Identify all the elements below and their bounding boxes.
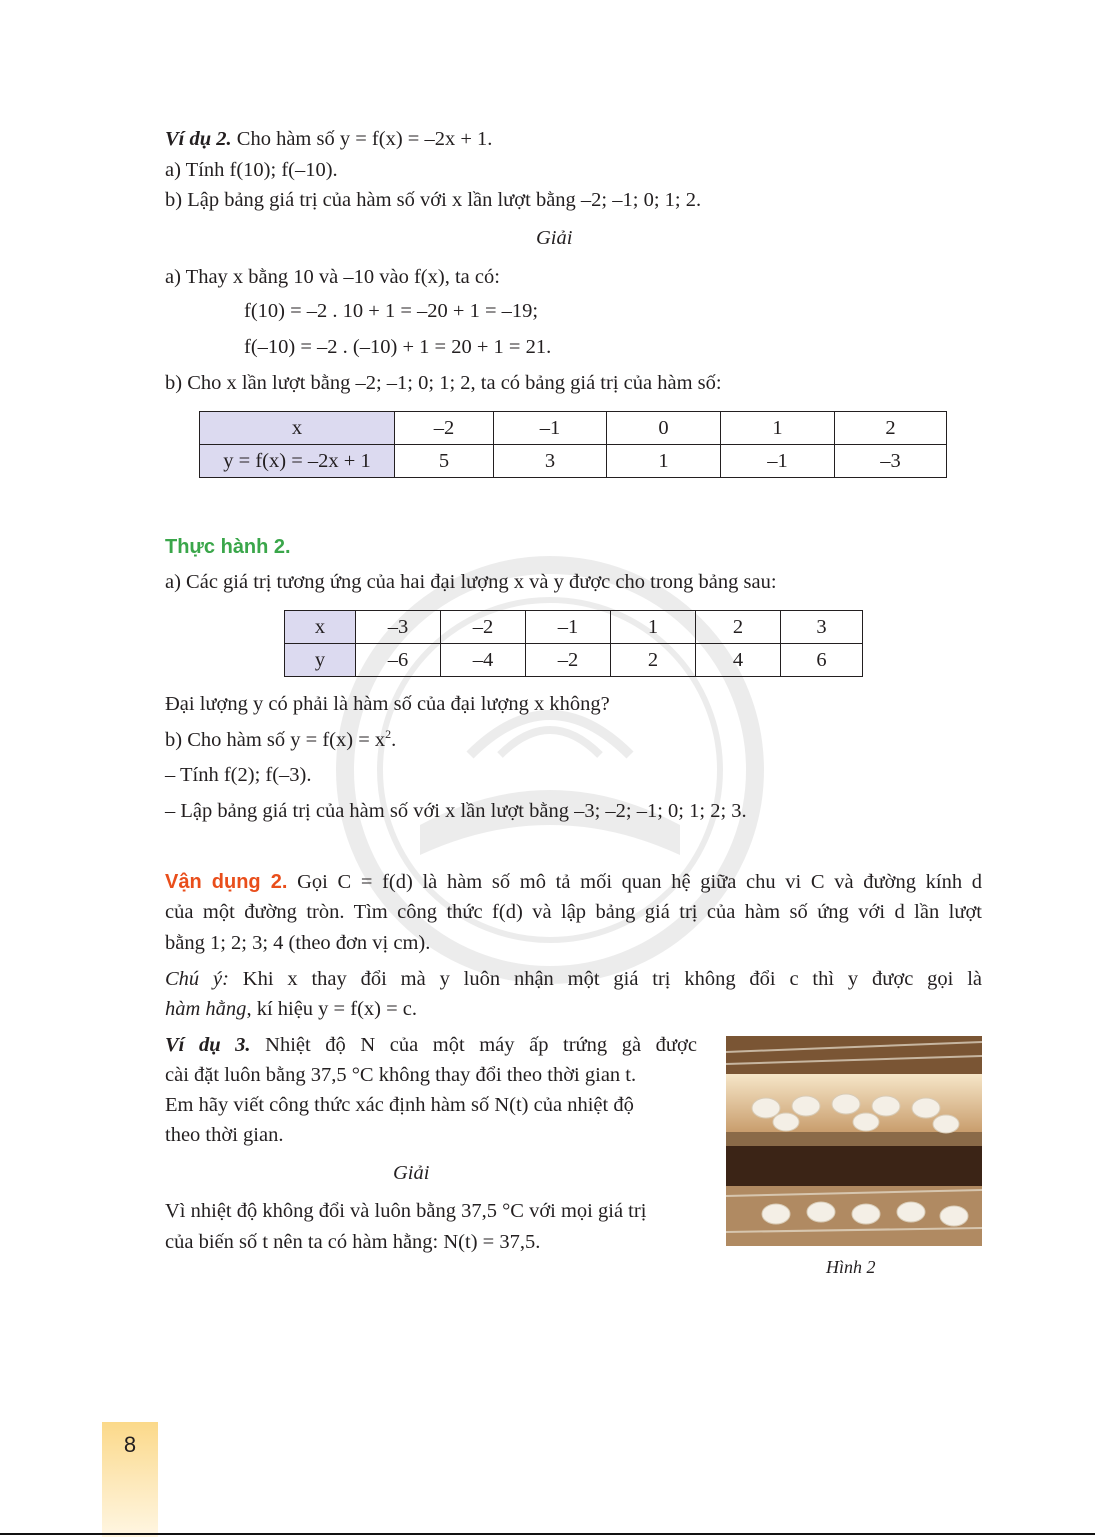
practice2-part-a: a) Các giá trị tương ứng của hai đại lượng x và y được cho trong bảng sau: xyxy=(165,571,777,593)
table-cell: –6 xyxy=(356,644,441,677)
table-cell: 1 xyxy=(721,412,835,445)
note-label: Chú ý: xyxy=(165,968,229,990)
table-header-cell: y = f(x) = –2x + 1 xyxy=(200,445,395,478)
table-header-cell: x xyxy=(200,412,395,445)
table-cell: 2 xyxy=(611,644,696,677)
table-cell: 1 xyxy=(607,445,721,478)
example3-label: Ví dụ 3. xyxy=(165,1034,251,1056)
table-header-cell: x xyxy=(285,611,356,644)
practice2-bullet-2: – Lập bảng giá trị của hàm số với x lần lượt bằng –3; –2; –1; 0; 1; 2; 3. xyxy=(165,800,747,822)
apply2-line-1: Vận dụng 2. Gọi C = f(d) là hàm số mô tả mối quan hệ giữa chu vi C và đường kính d xyxy=(165,871,983,893)
table-cell: –3 xyxy=(835,445,947,478)
table-cell: –1 xyxy=(526,611,611,644)
table-header-cell: y xyxy=(285,644,356,677)
table-row xyxy=(285,611,863,644)
table-cell: –1 xyxy=(721,445,835,478)
example2-solution-heading: Giải xyxy=(536,227,573,249)
page-number-tab xyxy=(102,1422,158,1537)
table-cell: –2 xyxy=(526,644,611,677)
example3-line-4: theo thời gian. xyxy=(165,1124,284,1146)
table-cell: 1 xyxy=(611,611,696,644)
table-cell: 3 xyxy=(494,445,607,478)
example3-solution-1: Vì nhiệt độ không đổi và luôn bằng 37,5 °C với mọi giá trị xyxy=(165,1200,647,1222)
practice2-question: Đại lượng y có phải là hàm số của đại lượng x không? xyxy=(165,693,610,715)
example3-line-3: Em hãy viết công thức xác định hàm số N(t) của nhiệt độ xyxy=(165,1094,634,1116)
table-cell: 2 xyxy=(835,412,947,445)
note-line-2: hàm hằng, kí hiệu y = f(x) = c. xyxy=(165,998,418,1020)
table-cell: 3 xyxy=(781,611,863,644)
example3-line-2: cài đặt luôn bằng 37,5 °C không thay đổi theo thời gian t. xyxy=(165,1064,637,1086)
example2-value-table xyxy=(199,411,947,478)
practice2-heading: Thực hành 2. xyxy=(165,536,291,558)
incubator-photo xyxy=(726,1036,982,1246)
table-row xyxy=(200,445,947,478)
example2-solution-b: b) Cho x lần lượt bằng –2; –1; 0; 1; 2, ta có bảng giá trị của hàm số: xyxy=(165,372,722,394)
table-cell: 5 xyxy=(395,445,494,478)
example2-statement: Ví dụ 2. Cho hàm số y = f(x) = –2x + 1. xyxy=(165,128,493,150)
example2-solution-a: a) Thay x bằng 10 và –10 vào f(x), ta có: xyxy=(165,266,500,288)
practice2-value-table xyxy=(284,610,863,677)
table-row xyxy=(200,412,947,445)
table-row xyxy=(285,644,863,677)
note-line-1: Chú ý: Khi x thay đổi mà y luôn nhận một giá trị không đổi c thì y được gọi là xyxy=(165,968,982,990)
table-cell: 4 xyxy=(696,644,781,677)
example2-solution-a1: f(10) = –2 . 10 + 1 = –20 + 1 = –19; xyxy=(244,300,539,322)
figure-caption: Hình 2 xyxy=(826,1257,876,1277)
example3-solution-2: của biến số t nên ta có hàm hằng: N(t) = 37,5. xyxy=(165,1231,541,1253)
example2-solution-a2: f(–10) = –2 . (–10) + 1 = 20 + 1 = 21. xyxy=(244,336,552,358)
table-cell: –2 xyxy=(441,611,526,644)
footer-rule xyxy=(0,1533,1095,1535)
example2-label: Ví dụ 2. xyxy=(165,128,232,150)
page-number: 8 xyxy=(123,1432,137,1457)
note-term: hàm hằng xyxy=(165,998,247,1020)
table-cell: –2 xyxy=(395,412,494,445)
table-cell: –3 xyxy=(356,611,441,644)
table-cell: 0 xyxy=(607,412,721,445)
apply2-line-3: bằng 1; 2; 3; 4 (theo đơn vị cm). xyxy=(165,932,431,954)
table-cell: 6 xyxy=(781,644,863,677)
example3-solution-heading: Giải xyxy=(393,1162,430,1184)
practice2-bullet-1: – Tính f(2); f(–3). xyxy=(165,764,312,786)
table-cell: 2 xyxy=(696,611,781,644)
table-cell: –1 xyxy=(494,412,607,445)
table-cell: –4 xyxy=(441,644,526,677)
apply2-heading: Vận dụng 2. xyxy=(165,871,288,893)
example3-line-1: Ví dụ 3. Nhiệt độ N của một máy ấp trứng gà được xyxy=(165,1034,697,1056)
incubator-illustration xyxy=(726,1036,982,1246)
practice2-part-b: b) Cho hàm số $y = f(x) = x^2$. xyxy=(165,727,397,751)
example2-part-b: b) Lập bảng giá trị của hàm số với x lần lượt bằng –2; –1; 0; 1; 2. xyxy=(165,189,702,211)
apply2-line-2: của một đường tròn. Tìm công thức f(d) và lập bảng giá trị của hàm số ứng với d lần lượt xyxy=(165,901,982,923)
example2-part-a: a) Tính f(10); f(–10). xyxy=(165,159,338,181)
